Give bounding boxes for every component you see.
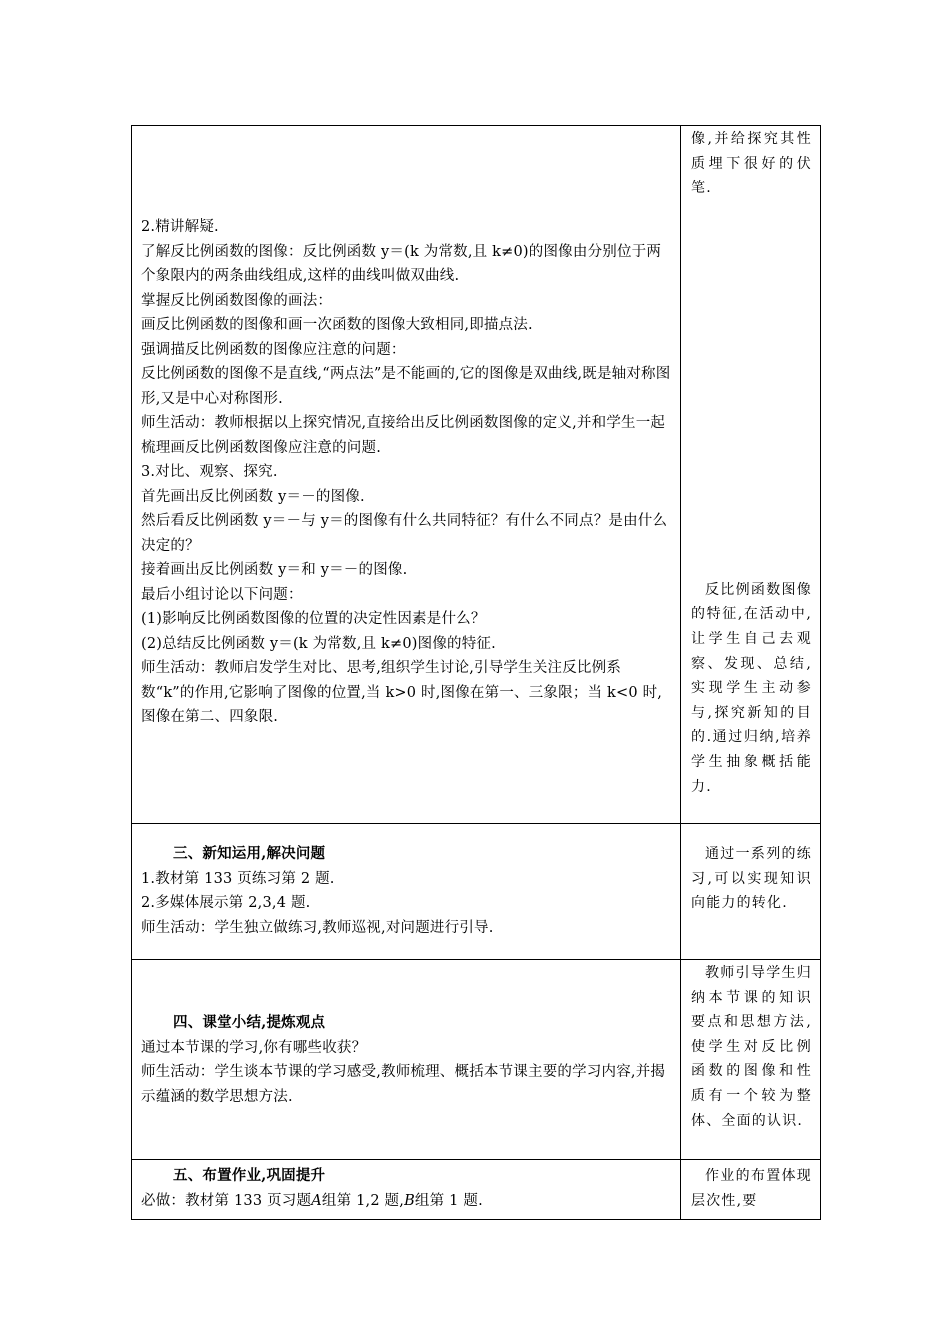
text-line: 师生活动：教师启发学生对比、思考,组织学生讨论,引导学生关注反比例系数“k”的作用,它影响了图像的位置,当 k>0 时,图像在第一、三象限；当 k<0 时,图像在第二、四象限. xyxy=(141,660,663,725)
table-row xyxy=(132,1160,821,1220)
table-row xyxy=(132,960,821,1160)
homework-mid: 组第 1,2 题, xyxy=(321,1192,405,1209)
note-cell xyxy=(681,824,821,960)
text-line: 师生活动：学生谈本节课的学习感受,教师梳理、概括本节课主要的学习内容,并揭示蕴涵的数学思想方法. xyxy=(141,1064,666,1105)
text-line: 强调描反比例函数的图像应注意的问题： xyxy=(141,341,406,358)
content-cell xyxy=(132,960,681,1160)
text-line: 师生活动：学生独立做练习,教师巡视,对问题进行引导. xyxy=(141,919,494,936)
text-line: 1.教材第 133 页练习第 2 题. xyxy=(141,870,335,887)
text-line: (2)总结反比例函数 y＝(k 为常数,且 k≠0)图像的特征. xyxy=(141,635,496,652)
note-text: 教师引导学生归纳本节课的知识要点和思想方法,使学生对反比例函数的图像和性质有一个较为整体、全面的认识. xyxy=(691,965,812,1129)
section-heading: 五、布置作业,巩固提升 xyxy=(173,1167,326,1184)
text-line: 2.精讲解疑. xyxy=(141,219,219,235)
text-line: 画反比例函数的图像和画一次函数的图像大致相同,即描点法. xyxy=(141,317,533,333)
text-line: (1)影响反比例函数图像的位置的决定性因素是什么？ xyxy=(141,611,486,627)
text-line: 反比例函数的图像不是直线,“两点法”是不能画的,它的图像是双曲线,既是轴对称图形,又是中心对称图形. xyxy=(141,366,671,407)
content-cell xyxy=(132,126,681,824)
text-line: 2.多媒体展示第 2,3,4 题. xyxy=(141,895,311,911)
section-heading: 三、新知运用,解决问题 xyxy=(173,845,326,862)
note-text: 反比例函数图像的特征,在活动中,让学生自己去观察、发现、总结,实现学生主动参与,探究新知的目的.通过归纳,培养学生抽象概括能力. xyxy=(691,581,812,795)
note-cell xyxy=(681,1160,821,1220)
lesson-plan-table xyxy=(131,125,821,1220)
content-cell xyxy=(132,824,681,960)
text-line: 通过本节课的学习,你有哪些收获？ xyxy=(141,1039,367,1056)
group-b-label: B xyxy=(404,1192,415,1209)
text-line: 掌握反比例函数图像的画法： xyxy=(141,292,333,309)
text-line: 了解反比例函数的图像：反比例函数 y＝(k 为常数,且 k≠0)的图像由分别位于两个象限内的两条曲线组成,这样的曲线叫做双曲线. xyxy=(141,243,662,284)
homework-suffix: 组第 1 题. xyxy=(414,1192,483,1209)
text-line: 接着画出反比例函数 y＝和 y＝－的图像. xyxy=(141,562,408,578)
note-cell xyxy=(681,126,821,824)
note-text: 作业的布置体现层次性,要 xyxy=(691,1168,812,1209)
text-line: 首先画出反比例函数 y＝－的图像. xyxy=(141,488,365,505)
homework-prefix: 必做：教材第 133 页习题 xyxy=(141,1192,312,1209)
note-text: 通过一系列的练习,可以实现知识向能力的转化. xyxy=(691,846,812,912)
content-cell xyxy=(132,1160,681,1220)
homework-line xyxy=(141,1189,672,1214)
text-line: 3.对比、观察、探究. xyxy=(141,464,278,480)
note-cell xyxy=(681,960,821,1160)
text-line: 然后看反比例函数 y＝－与 y＝的图像有什么共同特征？有什么不同点？是由什么决定的？ xyxy=(141,513,668,554)
table-row xyxy=(132,126,821,824)
text-line: 师生活动：教师根据以上探究情况,直接给出反比例函数图像的定义,并和学生一起梳理画反比例函数图像应注意的问题. xyxy=(141,415,666,456)
text-line: 最后小组讨论以下问题： xyxy=(141,586,303,603)
note-text: 像,并给探究其性质埋下很好的伏笔. xyxy=(691,131,812,197)
section-heading: 四、课堂小结,提炼观点 xyxy=(173,1014,326,1031)
table-row xyxy=(132,824,821,960)
group-a-label: A xyxy=(311,1192,322,1209)
